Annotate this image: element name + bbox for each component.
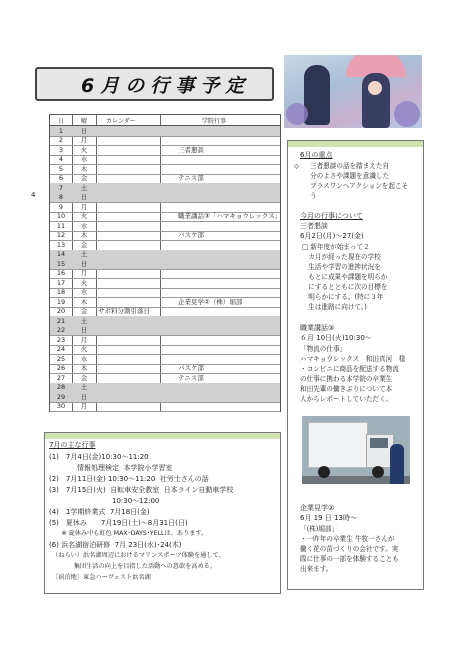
truck-wheel	[318, 466, 330, 478]
day-cell: 8	[58, 193, 64, 201]
weekday-cell: 土	[80, 183, 88, 192]
weekday-cell: 日	[80, 193, 88, 201]
truck-photo	[302, 416, 410, 484]
day-cell: 25	[56, 354, 66, 363]
weekday-cell: 水	[80, 221, 88, 230]
day-cell: 15	[56, 259, 66, 268]
school-event-cell: テニス部	[178, 373, 204, 382]
day-cell: 20	[56, 307, 66, 315]
calendar-header	[50, 115, 280, 126]
day-cell: 1	[58, 126, 64, 135]
header-weekday: 曜	[80, 118, 87, 125]
weekday-cell: 金	[80, 240, 88, 249]
july-line-5: 10:30～12:00	[49, 497, 160, 505]
event1-title: 三者懇談	[300, 222, 328, 230]
panel-topbar	[288, 141, 423, 147]
calendar-cell: サポ料分割引落日	[98, 307, 150, 315]
july-topbar	[45, 433, 280, 439]
weekday-cell: 月	[80, 136, 88, 144]
july-line-8: (6) 浜名湖宿泊研修 7月 23日(水)･24(木)	[49, 541, 182, 549]
calendar-row	[50, 402, 280, 413]
school-event-cell: 職業講話③「ハマキョウレックス」	[178, 212, 282, 220]
july-title: 7月の主な行事	[49, 441, 96, 449]
page-title: 6月の行事予定	[81, 75, 251, 97]
header-calendar: カレンダー	[106, 118, 136, 125]
hydrangea-left	[286, 103, 308, 125]
header-school: 学院行事	[202, 118, 227, 125]
day-cell: 14	[56, 250, 66, 258]
school-event-cell: 三者懇談	[178, 145, 204, 154]
weekday-cell: 土	[80, 383, 88, 391]
event3-date: 6月 19 日 13時～	[300, 514, 357, 522]
event3-text: 「(株)堀部」 ・一昨年の卒業生 牛牧一さんが 働く花の苗づくりの会社です。実 際に仕事の一部を体験することも 出来ます。	[300, 525, 399, 573]
day-cell: 23	[56, 335, 66, 344]
day-cell: 18	[56, 288, 66, 296]
person-figure	[390, 444, 404, 484]
weekday-cell: 月	[80, 269, 88, 277]
july-note-4: 〔宿泊地〕東急ハーヴェスト浜名湖	[49, 574, 151, 581]
school-event-cell: 企業見学②（株）堀部	[178, 297, 243, 306]
weekday-cell: 火	[80, 212, 88, 220]
weekday-cell: 木	[80, 164, 88, 173]
july-events-box	[44, 432, 281, 594]
truck-cargo-box	[308, 422, 368, 468]
day-cell: 13	[56, 240, 66, 249]
event3-title: 企業見学②	[300, 504, 335, 512]
weekday-cell: 土	[80, 316, 88, 325]
event2-title: 職業講話③	[300, 324, 335, 332]
weekday-cell: 月	[80, 335, 88, 344]
weekday-cell: 火	[80, 345, 88, 353]
july-line-2: 情報処理検定 本学院小学習室	[49, 464, 173, 472]
day-cell: 10	[56, 212, 66, 220]
side-mark: 4	[31, 191, 36, 199]
figure-left	[304, 65, 330, 125]
day-cell: 29	[56, 392, 66, 401]
weekday-cell: 土	[80, 250, 88, 258]
school-event-cell: バスケ部	[178, 364, 204, 372]
june-calendar-table	[49, 114, 281, 412]
title-box	[35, 67, 274, 101]
july-note-1: ※ 夏休み中も虹色 MAX･DAYS･YELLは、あります。	[49, 530, 208, 537]
focus-bullet: ◇	[294, 162, 300, 170]
day-cell: 5	[58, 164, 64, 173]
truck-wheel	[372, 466, 384, 478]
day-cell: 16	[56, 269, 66, 277]
day-cell: 28	[56, 383, 66, 391]
school-event-cell: バスケ部	[178, 231, 204, 239]
day-cell: 26	[56, 364, 66, 372]
day-cell: 30	[56, 402, 66, 410]
day-cell: 3	[58, 145, 64, 154]
july-note-2: （ねらい）浜名湖周辺におけるマリンスポーツ体験を通して、	[49, 552, 225, 559]
weekday-cell: 金	[80, 307, 88, 315]
july-line-3: (2) 7月11日(金) 10:30～11:20 社労士さんの話	[49, 475, 209, 483]
july-line-6: (4) 1学期終業式 7月18日(金)	[49, 508, 150, 516]
weekday-cell: 木	[80, 364, 88, 372]
july-line-7: (5) 夏休み 7月19日(土)～8月31日(日)	[49, 519, 188, 527]
july-line-1: (1) 7月4日(金)10:30～11:20	[49, 453, 149, 461]
events-title: 今月の行事について	[300, 212, 363, 220]
day-cell: 11	[56, 221, 66, 230]
weekday-cell: 日	[80, 259, 88, 268]
header-day: 日	[57, 118, 64, 125]
weekday-cell: 火	[80, 145, 88, 154]
focus-text: 三者懇談の話を踏まえた自 分のよさや課題を意識した プラスワンへアクションを起こそ う	[310, 162, 409, 200]
weekday-cell: 金	[80, 373, 88, 382]
weekday-cell: 木	[80, 231, 88, 239]
hydrangea-right	[394, 101, 420, 127]
day-cell: 21	[56, 316, 66, 325]
focus-title: 6月の重点	[300, 151, 333, 159]
weekday-cell: 金	[80, 174, 88, 182]
weekday-cell: 水	[80, 354, 88, 363]
day-cell: 4	[58, 155, 64, 163]
day-cell: 2	[58, 136, 64, 144]
july-note-3: 集団生活の向上を目指した活動への意欲を高める。	[49, 563, 217, 570]
weekday-cell: 日	[80, 392, 88, 401]
weekday-cell: 月	[80, 402, 88, 410]
weekday-cell: 月	[80, 202, 88, 211]
weekday-cell: 火	[80, 278, 88, 287]
day-cell: 22	[56, 326, 66, 334]
july-line-4: (3) 7月15日(火) 自転車安全教室 日本ライン自動車学校	[49, 486, 234, 494]
anime-illustration	[284, 55, 422, 128]
day-cell: 19	[56, 297, 66, 306]
event1-text: □ 新年度が始まって２ カ月が経った現在の学校 生活や学習の進捗状況を もとに成果や課題を明らか にするとともに次の目標を 明らかにする。(特に３年 生は進路に向けて。)	[302, 243, 388, 311]
day-cell: 17	[56, 278, 66, 287]
day-cell: 9	[58, 202, 64, 211]
day-cell: 12	[56, 231, 66, 239]
event2-date: ６月 10日(火)10:30～	[300, 334, 372, 342]
truck-window	[370, 438, 388, 448]
weekday-cell: 日	[80, 126, 88, 135]
day-cell: 24	[56, 345, 66, 353]
info-panel	[287, 140, 424, 590]
event2-text: 「物流の仕事」 ハマキョウレックス 和田真河 様 ・コンビニに商品を配送する物流 の仕事に携わる本学院の卒業生 和田先輩の働きぶりについて本 人からレポートしていただく。	[300, 345, 406, 403]
day-cell: 6	[58, 174, 64, 182]
weekday-cell: 木	[80, 297, 88, 306]
school-event-cell: テニス部	[178, 174, 204, 182]
day-cell: 27	[56, 373, 66, 382]
day-cell: 7	[58, 183, 64, 192]
event1-date: 6月2日(月)～27(金)	[300, 232, 364, 240]
weekday-cell: 水	[80, 155, 88, 163]
weekday-cell: 水	[80, 288, 88, 296]
weekday-cell: 日	[80, 326, 88, 334]
figure-face	[368, 81, 382, 95]
